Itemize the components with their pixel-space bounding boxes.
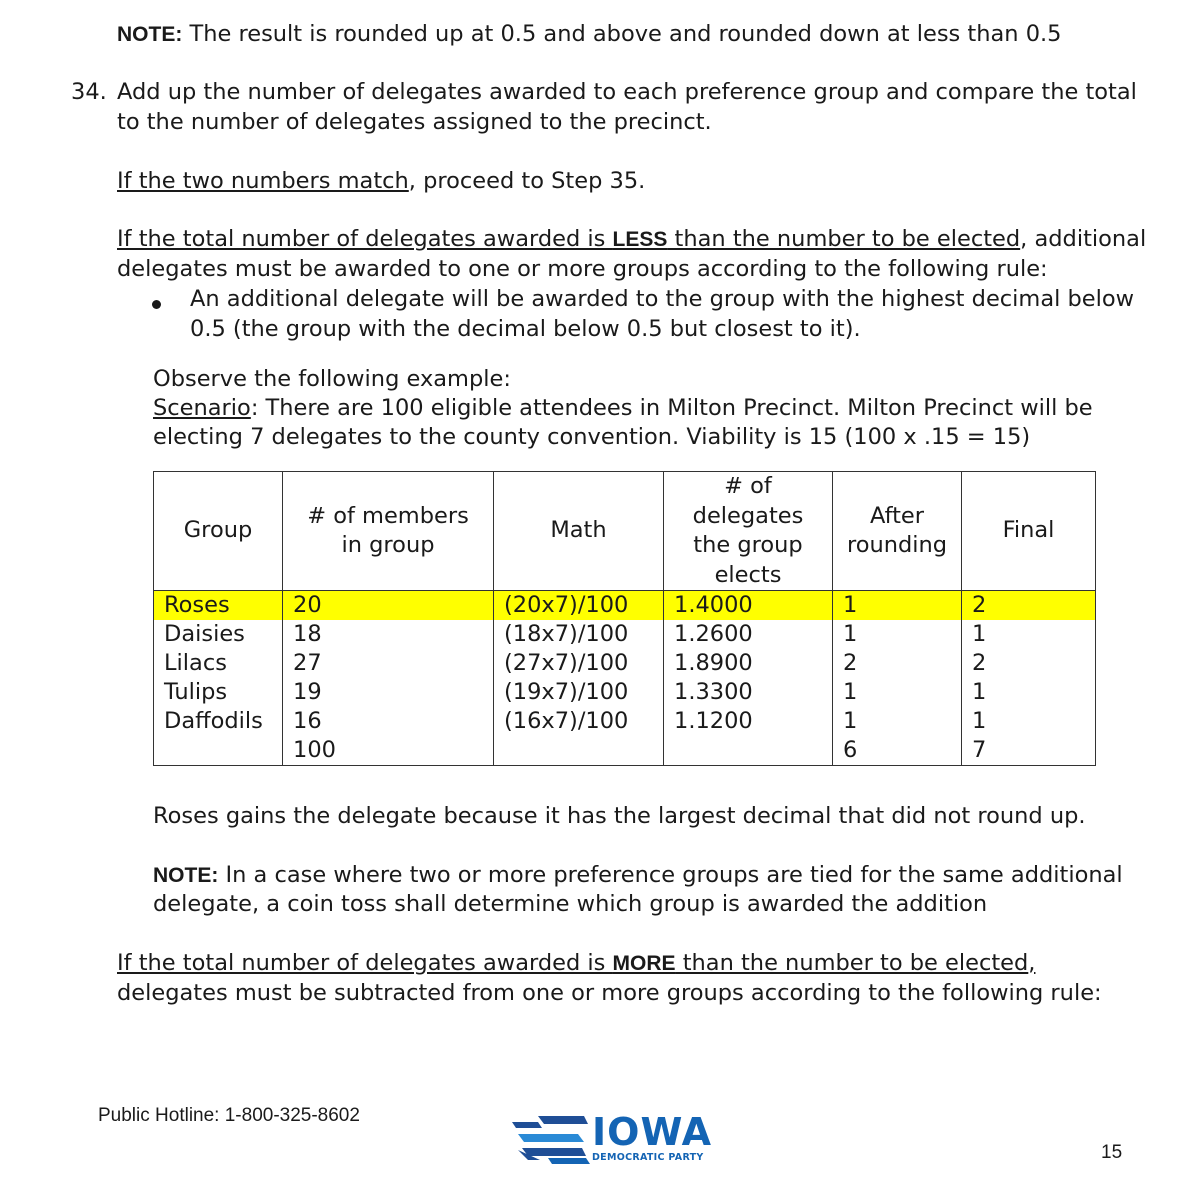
- step-number: 34.: [71, 79, 107, 105]
- header-elects: [664, 472, 833, 591]
- header-elects-line2: delegates: [692, 502, 804, 529]
- cell-math: (19x7)/100: [494, 678, 664, 707]
- note-tie-label: NOTE:: [153, 864, 219, 887]
- table-row-lilacs: [154, 649, 1096, 678]
- cell-after: 1: [833, 620, 962, 649]
- header-members: [283, 472, 494, 591]
- cell-members: 27: [283, 649, 494, 678]
- bullet-line1: An additional delegate will be awarded to the group with the highest decimal below: [190, 286, 1135, 312]
- cell-elects-empty: [664, 736, 833, 766]
- cell-members: 19: [283, 678, 494, 707]
- cell-after: 1: [833, 591, 962, 621]
- match-underlined: If the two numbers match: [117, 168, 409, 194]
- header-elects-line3: the group: [693, 532, 803, 558]
- less-paragraph-line2: delegates must be awarded to one or more groups according to the following rule:: [117, 256, 1048, 282]
- more-underlined-2: than the number to be elected: [675, 950, 1029, 976]
- less-underlined-1: If the total number of delegates awarded is: [117, 226, 613, 252]
- header-members-line1: # of members: [307, 502, 469, 529]
- more-rest: ,: [1028, 950, 1036, 976]
- note-text: The result is rounded up at 0.5 and above and rounded down at less than 0.5: [182, 21, 1062, 47]
- scenario-rest: : There are 100 eligible attendees in Milton Precinct. Milton Precinct will be: [250, 395, 1093, 421]
- cell-elects: 1.1200: [664, 707, 833, 736]
- cell-final: 1: [962, 707, 1096, 736]
- cell-group: Daffodils: [154, 707, 283, 736]
- more-underlined-1: If the total number of delegates awarded is: [117, 950, 613, 976]
- cell-math-empty: [494, 736, 664, 766]
- table-row-daffodils: [154, 707, 1096, 736]
- less-underlined-2: than the number to be elected: [667, 226, 1021, 252]
- less-rest: , additional: [1020, 226, 1147, 252]
- cell-members: 18: [283, 620, 494, 649]
- match-rest: , proceed to Step 35.: [408, 168, 646, 194]
- example-intro: Observe the following example:: [153, 366, 511, 392]
- cell-final: 1: [962, 620, 1096, 649]
- less-bold: LESS: [612, 228, 668, 251]
- table-header-row: [154, 472, 1096, 591]
- header-after-line1: After: [869, 502, 925, 529]
- cell-elects: 1.8900: [664, 649, 833, 678]
- note-tie-line1: [153, 860, 1123, 891]
- cell-members: 20: [283, 591, 494, 621]
- roses-gain-text: Roses gains the delegate because it has the largest decimal that did not round up.: [153, 803, 1086, 829]
- cell-elects: 1.2600: [664, 620, 833, 649]
- cell-group: Roses: [154, 591, 283, 621]
- page-number: 15: [1101, 1142, 1123, 1163]
- iowa-democratic-party-logo: [508, 1110, 713, 1166]
- header-elects-line4: elects: [714, 561, 782, 588]
- cell-math: (20x7)/100: [494, 591, 664, 621]
- bullet-line2: 0.5 (the group with the decimal below 0.5 but closest to it).: [190, 316, 861, 342]
- cell-after: 2: [833, 649, 962, 678]
- cell-elects: 1.4000: [664, 591, 833, 621]
- note-label: NOTE:: [117, 23, 183, 46]
- cell-after: 1: [833, 707, 962, 736]
- step-34-line1: Add up the number of delegates awarded to each preference group and compare the total: [117, 79, 1137, 105]
- cell-after: 1: [833, 678, 962, 707]
- cell-elects: 1.3300: [664, 678, 833, 707]
- cell-members: 16: [283, 707, 494, 736]
- cell-group: Tulips: [154, 678, 283, 707]
- header-final: Final: [962, 472, 1096, 591]
- header-group: Group: [154, 472, 283, 591]
- cell-final: 1: [962, 678, 1096, 707]
- public-hotline: Public Hotline: 1-800-325-8602: [98, 1105, 360, 1126]
- header-members-line2: in group: [341, 532, 435, 558]
- cell-group-empty: [154, 736, 283, 766]
- cell-final: 2: [962, 591, 1096, 621]
- cell-math: (27x7)/100: [494, 649, 664, 678]
- step-34-line2: to the number of delegates assigned to the precinct.: [117, 109, 712, 135]
- bullet-dot: [152, 300, 161, 309]
- table-row-tulips: [154, 678, 1096, 707]
- note-tie-text: In a case where two or more preference groups are tied for the same additional: [218, 862, 1123, 888]
- header-math: Math: [494, 472, 664, 591]
- more-bold: MORE: [612, 952, 676, 975]
- scenario-label: Scenario: [153, 395, 251, 421]
- cell-group: Lilacs: [154, 649, 283, 678]
- match-paragraph: [117, 166, 645, 196]
- scenario-line3: electing 7 delegates to the county convention. Viability is 15 (100 x .15 = 15): [153, 424, 1031, 450]
- cell-math: (16x7)/100: [494, 707, 664, 736]
- logo-subtitle: DEMOCRATIC PARTY: [592, 1152, 704, 1163]
- logo-wordmark: IOWA: [592, 1110, 713, 1154]
- cell-total-members: 100: [283, 736, 494, 766]
- cell-math: (18x7)/100: [494, 620, 664, 649]
- note-tie-line2: delegate, a coin toss shall determine which group is awarded the addition: [153, 891, 988, 917]
- cell-total-final: 7: [962, 736, 1096, 766]
- cell-final: 2: [962, 649, 1096, 678]
- header-after-line2: rounding: [846, 532, 948, 558]
- cell-total-after: 6: [833, 736, 962, 766]
- scenario-line: [153, 393, 1093, 423]
- header-elects-line1: # of: [724, 473, 772, 499]
- header-after: [833, 472, 962, 591]
- cell-group: Daisies: [154, 620, 283, 649]
- table-row-totals: [154, 736, 1096, 766]
- more-paragraph-line2: delegates must be subtracted from one or more groups according to the following rule:: [117, 980, 1102, 1006]
- note-rounding: [117, 19, 1062, 50]
- less-paragraph-line1: [117, 224, 1146, 255]
- more-paragraph-line1: [117, 948, 1035, 979]
- table-row-roses: [154, 591, 1096, 621]
- table-row-daisies: [154, 620, 1096, 649]
- delegate-table: [153, 471, 1096, 766]
